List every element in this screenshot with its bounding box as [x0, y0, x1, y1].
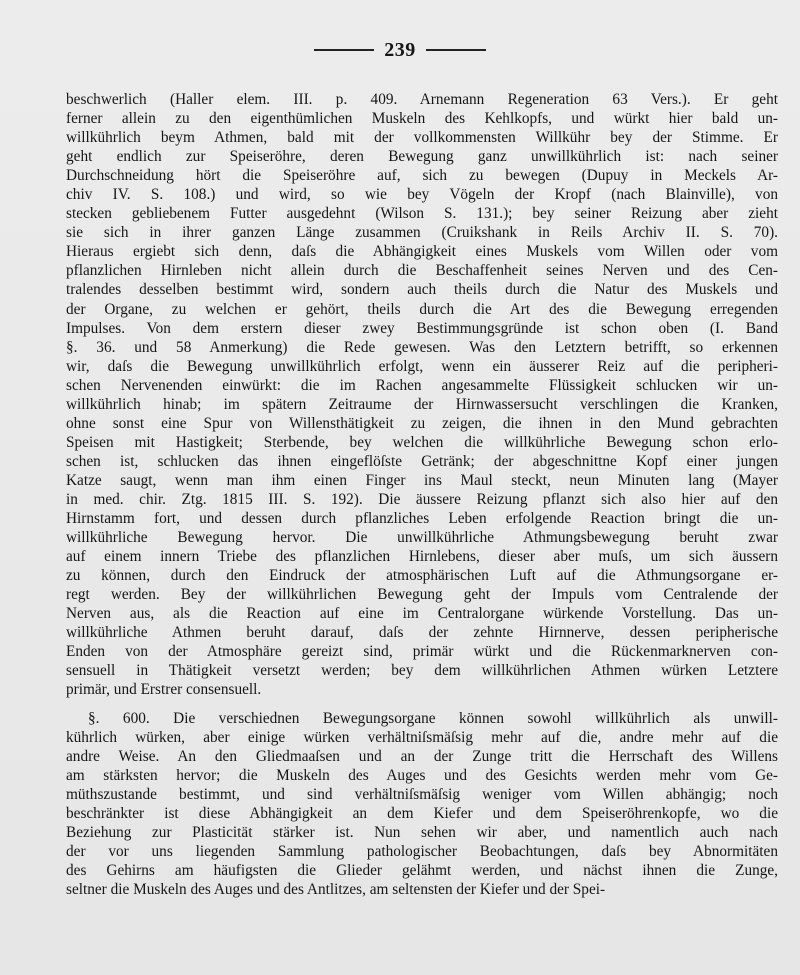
text-line: Beziehung zur Plasticität stärker ist. Nun sehen wir aber, und namentlich auch nach [66, 823, 778, 841]
text-line: ohne sonst eine Spur von Willensthätigkeit zu zeigen, die ihnen in den Mund gebrachten [66, 414, 778, 432]
text-line: der Organe, zu welchen er gehört, theils durch die Art des die Bewegung erregenden [66, 300, 778, 318]
paragraph-gap [66, 700, 778, 709]
text-line: auf einem innern Triebe des pflanzlichen Hirnlebens, dieser aber muſs, um sich äussern [66, 548, 778, 566]
text-line: Impulses. Von dem erstern dieser zwey Bestimmungsgründe ist schon oben (I. Band [66, 319, 778, 337]
text-line: willkührliche Athmen beruht darauf, daſs der zehnte Hirnnerve, dessen peripherische [66, 624, 778, 642]
header-rule-left [314, 49, 374, 51]
text-line: zu können, durch den Eindruck der atmosphärischen Luft auf die Athmungsorgane er- [66, 567, 778, 585]
text-line: Katze saugt, wenn man ihm einen Finger ins Maul steckt, neun Minuten lang (Mayer [66, 471, 778, 489]
text-line: der vor uns liegenden Sammlung pathologischer Beobachtungen, daſs bey Abnormitäten [66, 842, 778, 860]
text-line: Hieraus ergiebt sich denn, daſs die Abhängigkeit eines Muskels vom Willen oder vom [66, 243, 778, 261]
text-line: wir, daſs die Bewegung unwillkührlich erfolgt, wenn ein äusserer Reiz auf die peripheri- [66, 357, 778, 375]
text-line: andre Weise. An den Gliedmaaſsen und an der Zunge tritt die Herrschaft des Willens [66, 747, 778, 765]
text-line: am stärksten hervor; die Muskeln des Auges und des Gesichts werden mehr vom Ge- [66, 766, 778, 784]
text-line: stecken gebliebenem Futter ausgedehnt (Wilson S. 131.); bey seiner Reizung aber zieht [66, 205, 778, 223]
text-line: primär, und Erstrer consensuell. [66, 681, 262, 699]
text-line: pflanzlichen Hirnleben nicht allein durch die Beschaffenheit seines Nerven und des Cen- [66, 262, 778, 280]
text-line: des Gehirns am häufigsten die Glieder gelähmt werden, und nächst ihnen die Zunge, [66, 861, 778, 879]
text-line: in med. chir. Ztg. 1815 III. S. 192). Die äussere Reizung pflanzt sich also hier auf den [66, 490, 778, 508]
paragraph [66, 90, 778, 700]
paragraph [66, 709, 778, 899]
text-line: kührlich würken, aber einige würken verhältniſsmäſsig mehr auf die, andre mehr auf die [66, 728, 778, 746]
text-line: seltner die Muskeln des Auges und des Antlitzes, am seltensten der Kiefer und der Spei- [66, 880, 606, 898]
text-line: willkührlich hinab; im spätern Zeitraume der Hirnwassersucht verschlingen die Kranken, [66, 395, 778, 413]
text-line: beschwerlich (Haller elem. III. p. 409. Arnemann Regeneration 63 Vers.). Er geht [66, 91, 778, 108]
text-line: regt werden. Bey der willkührlichen Bewegung geht der Impuls vom Centralende der [66, 586, 778, 604]
text-line: chiv IV. S. 108.) und wird, so wie bey Vögeln der Kropf (nach Blainville), von [66, 186, 778, 204]
text-line: tralendes desselben bestimmt wird, sondern auch theils durch die Natur des Muskels und [66, 281, 778, 299]
text-line: beschränkter ist diese Abhängigkeit an dem Kiefer und dem Speiseröhrenkopfe, wo die [66, 804, 778, 822]
text-line: sie sich in ihrer ganzen Länge zusammen (Cruikshank in Reils Archiv II. S. 70). [66, 224, 778, 242]
text-line: ferner allein zu den eigenthümlichen Muskeln des Kehlkopfs, und würkt hier bald un- [66, 110, 778, 128]
text-line: Nerven aus, als die Reaction auf eine im Centralorgane würkende Vorstellung. Das un- [66, 605, 778, 623]
body-text [66, 90, 778, 899]
text-line: schen Nervenenden einwürkt: die im Rachen angesammelte Flüssigkeit schlucken wir un- [66, 376, 778, 394]
header-rule-right [426, 49, 486, 51]
text-line: schen ist, schlucken das ihnen eingeflöſste Getränk; der abgeschnittne Kopf einer jungen [66, 452, 778, 470]
text-line: willkührlich beym Athmen, bald mit der vollkommensten Willkühr bey der Stimme. Er [66, 129, 778, 147]
text-line: §. 600. Die verschiednen Bewegungsorgane können sowohl willkührlich als unwill- [88, 709, 778, 727]
text-line: geht endlich zur Speiseröhre, deren Bewegung ganz unwillkührlich ist: nach seiner [66, 148, 778, 166]
text-line: Enden von der Atmosphäre gereizt sind, primär würkt und die Rückenmarknerven con- [66, 643, 778, 661]
page-header [22, 0, 778, 61]
text-line: Durchschneidung hört die Speiseröhre auf, sich zu bewegen (Dupuy in Meckels Ar- [66, 167, 778, 185]
text-line: müthszustande bestimmt, und sind verhältniſsmäſsig weniger vom Willen abhängig; noch [66, 785, 778, 803]
text-line: sensuell in Thätigkeit versetzt werden; bey dem willkührlichen Athmen würken Letztere [66, 662, 778, 680]
page-number: 239 [384, 38, 416, 61]
text-line: willkührliche Bewegung hervor. Die unwillkührliche Athmungsbewegung beruht zwar [66, 529, 778, 547]
text-line: Hirnstamm fort, und dessen durch pflanzliches Leben erfolgende Reaction bringt die un- [66, 510, 778, 528]
text-line: §. 36. und 58 Anmerkung) die Rede gewesen. Was den Letztern betrifft, so erkennen [66, 338, 778, 356]
text-line: Speisen mit Hastigkeit; Sterbende, bey welchen die willkührliche Bewegung schon erlo- [66, 433, 778, 451]
